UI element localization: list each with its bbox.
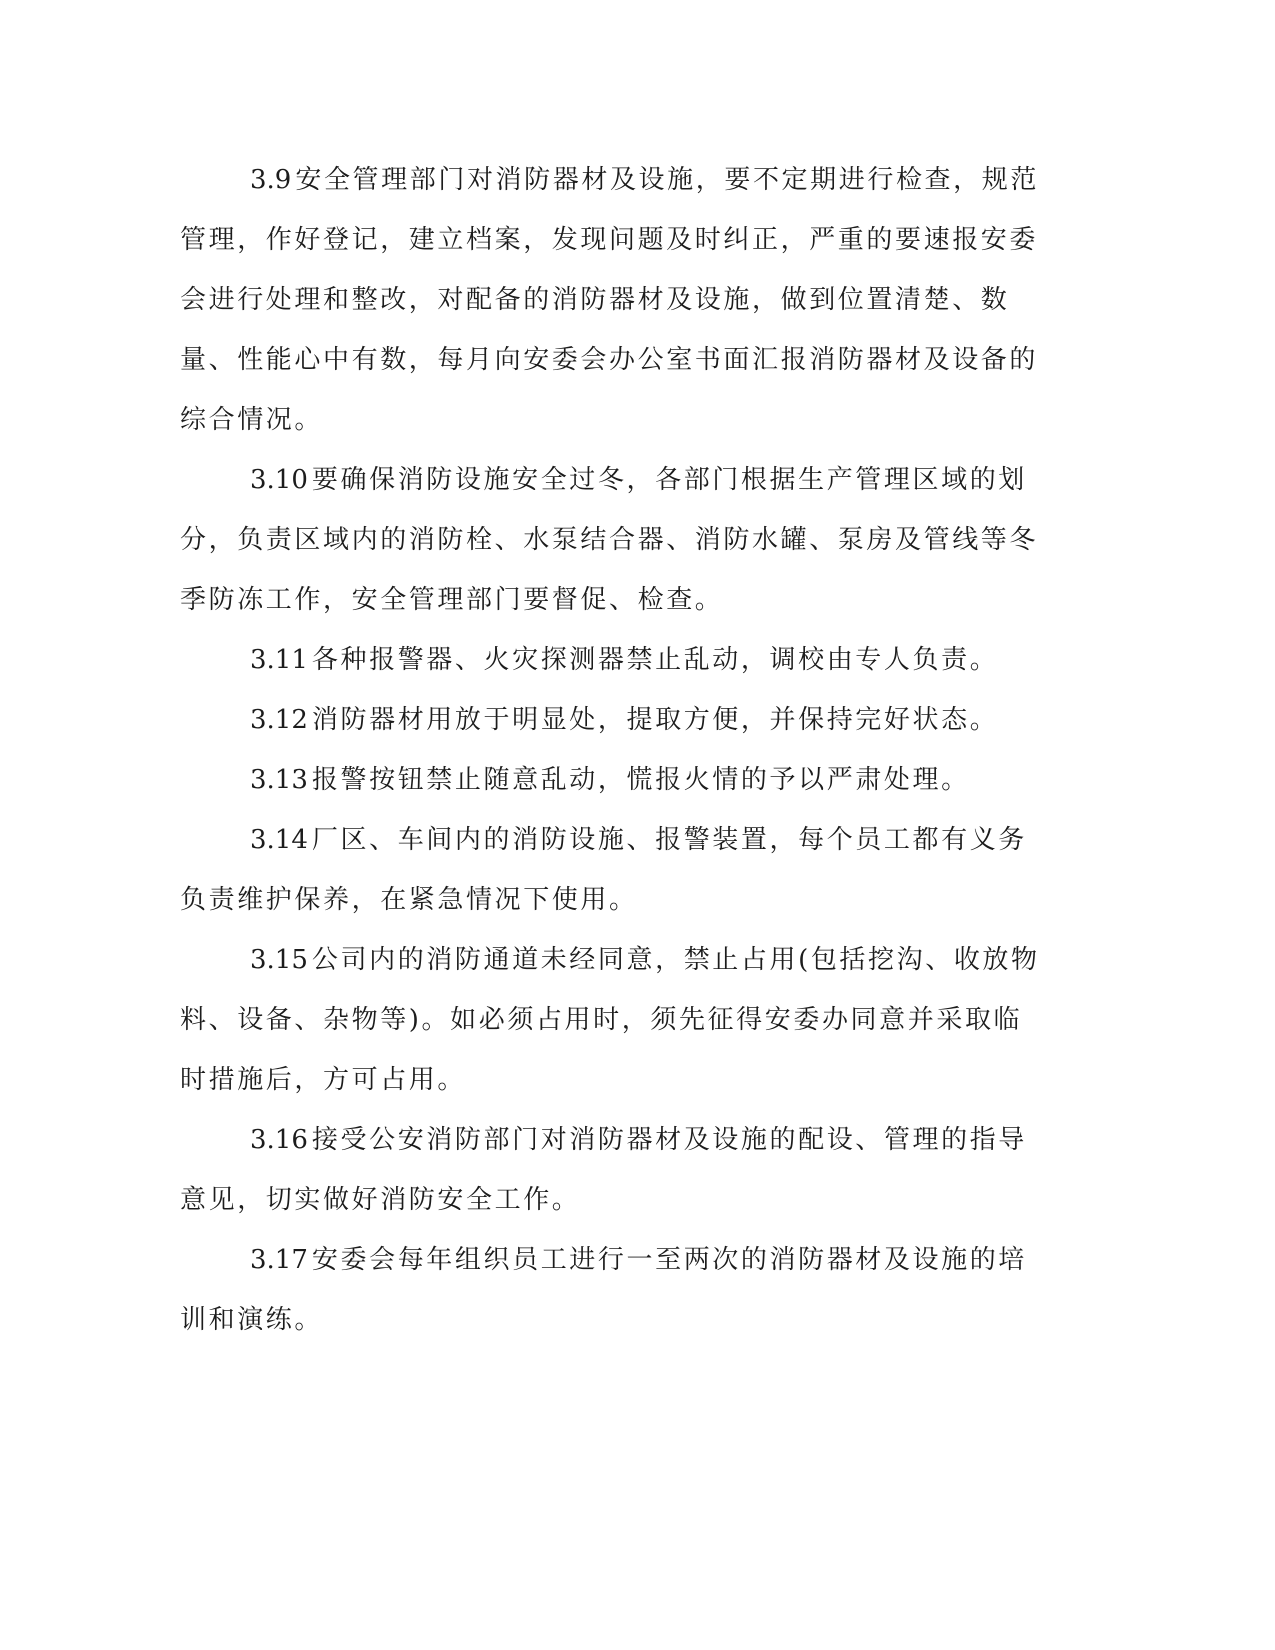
paragraph-text: 安委会每年组织员工进行一至两次的消防器材及设施的培训和演练。 bbox=[180, 1245, 1027, 1335]
paragraph-3-16 bbox=[180, 1110, 1040, 1230]
paragraph-3-14 bbox=[180, 810, 1040, 930]
paragraph-3-10 bbox=[180, 450, 1040, 630]
paragraph-number: 3.10 bbox=[250, 465, 308, 495]
paragraph-3-9 bbox=[180, 150, 1040, 450]
paragraph-3-17 bbox=[180, 1230, 1040, 1350]
paragraph-number: 3.17 bbox=[250, 1245, 308, 1275]
paragraph-number: 3.9 bbox=[250, 165, 292, 195]
paragraph-number: 3.11 bbox=[250, 645, 308, 675]
paragraph-number: 3.12 bbox=[250, 705, 308, 735]
paragraph-3-11 bbox=[180, 630, 1040, 690]
paragraph-3-15 bbox=[180, 930, 1040, 1110]
paragraph-text: 报警按钮禁止随意乱动，慌报火情的予以严肃处理。 bbox=[311, 765, 970, 795]
paragraph-number: 3.15 bbox=[250, 945, 308, 975]
paragraph-text: 厂区、车间内的消防设施、报警装置，每个员工都有义务负责维护保养，在紧急情况下使用。 bbox=[180, 825, 1027, 915]
paragraph-text: 接受公安消防部门对消防器材及设施的配设、管理的指导意见，切实做好消防安全工作。 bbox=[180, 1125, 1027, 1215]
paragraph-number: 3.14 bbox=[250, 825, 308, 855]
paragraph-3-12 bbox=[180, 690, 1040, 750]
paragraph-text: 消防器材用放于明显处，提取方便，并保持完好状态。 bbox=[311, 705, 999, 735]
paragraph-text: 各种报警器、火灾探测器禁止乱动，调校由专人负责。 bbox=[311, 645, 999, 675]
paragraph-number: 3.13 bbox=[250, 765, 308, 795]
paragraph-text: 公司内的消防通道未经同意，禁止占用(包括挖沟、收放物料、设备、杂物等)。如必须占用时，须先征得安委办同意并采取临时措施后，方可占用。 bbox=[180, 945, 1040, 1095]
paragraph-number: 3.16 bbox=[250, 1125, 308, 1155]
document-page bbox=[180, 150, 1040, 1350]
paragraph-text: 安全管理部门对消防器材及设施，要不定期进行检查，规范管理，作好登记，建立档案，发现问题及时纠正，严重的要速报安委会进行处理和整改，对配备的消防器材及设施，做到位置清楚、数量、性能心中有数，每月向安委会办公室书面汇报消防器材及设备的综合情况。 bbox=[180, 165, 1039, 435]
paragraph-3-13 bbox=[180, 750, 1040, 810]
paragraph-text: 要确保消防设施安全过冬，各部门根据生产管理区域的划分，负责区域内的消防栓、水泵结合器、消防水罐、泵房及管线等冬季防冻工作，安全管理部门要督促、检查。 bbox=[180, 465, 1039, 615]
